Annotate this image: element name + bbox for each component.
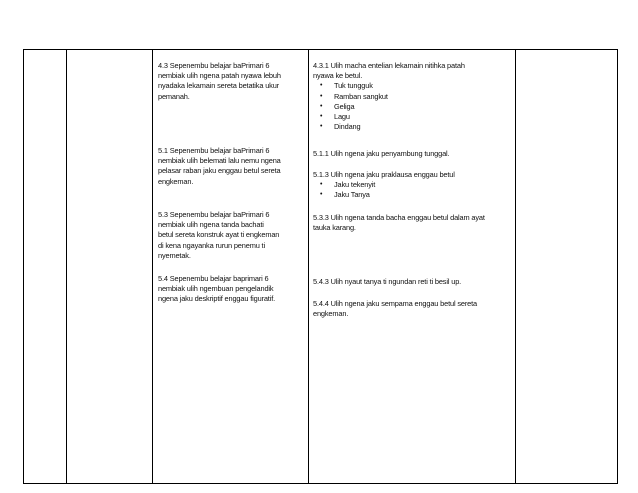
criterion-5-1-3 bbox=[313, 170, 513, 201]
criterion-5-1-1 bbox=[313, 149, 513, 159]
list-item: • Tuk tungguk bbox=[320, 81, 513, 91]
criterion-5-4-4 bbox=[313, 299, 513, 319]
list-item: • Jaku Tanya bbox=[320, 190, 513, 200]
table-border-2 bbox=[66, 49, 67, 484]
text-line: nembiak ulih ngena patah nyawa lebuh bbox=[158, 71, 281, 81]
table-border-6 bbox=[617, 49, 618, 484]
list-item: • Dindang bbox=[320, 122, 513, 132]
criterion-5-4-3 bbox=[313, 277, 513, 287]
text-line: pelasar raban jaku enggau betul sereta bbox=[158, 166, 281, 176]
text-line: 5.4 Sepenembu belajar baprimari 6 bbox=[158, 274, 269, 283]
table-border-4 bbox=[308, 49, 309, 484]
table-border-3 bbox=[152, 49, 153, 484]
text-line: 4.3 Sepenembu belajar baPrimari 6 bbox=[158, 61, 270, 70]
criterion-4-3-1 bbox=[313, 61, 513, 132]
list-item: • Jaku tekenyit bbox=[320, 180, 513, 190]
text-line: di kena ngayanka rurun penemu ti bbox=[158, 240, 265, 250]
criterion-5-3-3 bbox=[313, 213, 513, 233]
list-item: • Geliga bbox=[320, 102, 513, 112]
table-top-border bbox=[23, 49, 618, 50]
curriculum-table bbox=[23, 49, 618, 484]
text-line: 5.1.1 Ulih ngena jaku penyambung tunggal. bbox=[313, 149, 450, 158]
text-line: 5.1.3 Ulih ngena jaku praklausa enggau betul bbox=[313, 170, 455, 179]
text-line: nyadaka lekamain sereta betatika ukur bbox=[158, 81, 279, 91]
table-border-1 bbox=[23, 49, 24, 484]
standard-5-3 bbox=[158, 210, 306, 261]
standard-4-3 bbox=[158, 61, 306, 102]
table-border-5 bbox=[515, 49, 516, 484]
text-line: betul sereta konstruk ayat ti engkeman bbox=[158, 230, 280, 240]
list-item: • Ramban sangkut bbox=[320, 92, 513, 102]
text-line: engkeman. bbox=[158, 176, 194, 186]
text-line: nyemetak. bbox=[158, 250, 191, 260]
text-line: nembiak ulih ngena tanda bachati bbox=[158, 220, 264, 230]
text-line: pemanah. bbox=[158, 91, 190, 101]
verse-forms-list bbox=[313, 81, 513, 132]
text-line: 4.3.1 Ulih macha entelian lekamain nitihka patah bbox=[313, 61, 465, 70]
text-line: tauka karang. bbox=[313, 223, 356, 233]
list-item: • Lagu bbox=[320, 112, 513, 122]
text-line: engkeman. bbox=[313, 309, 349, 319]
text-line: 5.4.4 Ulih ngena jaku sempama enggau betul sereta bbox=[313, 299, 477, 308]
text-line: ngena jaku deskriptif enggau figuratif. bbox=[158, 294, 275, 304]
standard-5-4 bbox=[158, 274, 306, 305]
text-line: 5.3.3 Ulih ngena tanda bacha enggau betul dalam ayat bbox=[313, 213, 485, 222]
text-line: nembiak ulih ngembuan pengelandik bbox=[158, 284, 274, 294]
text-line: 5.4.3 Ulih nyaut tanya ti ngundan reti ti besil up. bbox=[313, 277, 462, 286]
text-line: nembiak ulih belemati lalu nemu ngena bbox=[158, 156, 281, 166]
table-bottom-border bbox=[23, 483, 618, 484]
text-line: 5.3 Sepenembu belajar baPrimari 6 bbox=[158, 210, 270, 219]
clause-types-list bbox=[313, 180, 513, 200]
text-line: nyawa ke betul. bbox=[313, 71, 363, 81]
text-line: 5.1 Sepenembu belajar baPrimari 6 bbox=[158, 146, 270, 155]
standard-5-1 bbox=[158, 146, 306, 187]
